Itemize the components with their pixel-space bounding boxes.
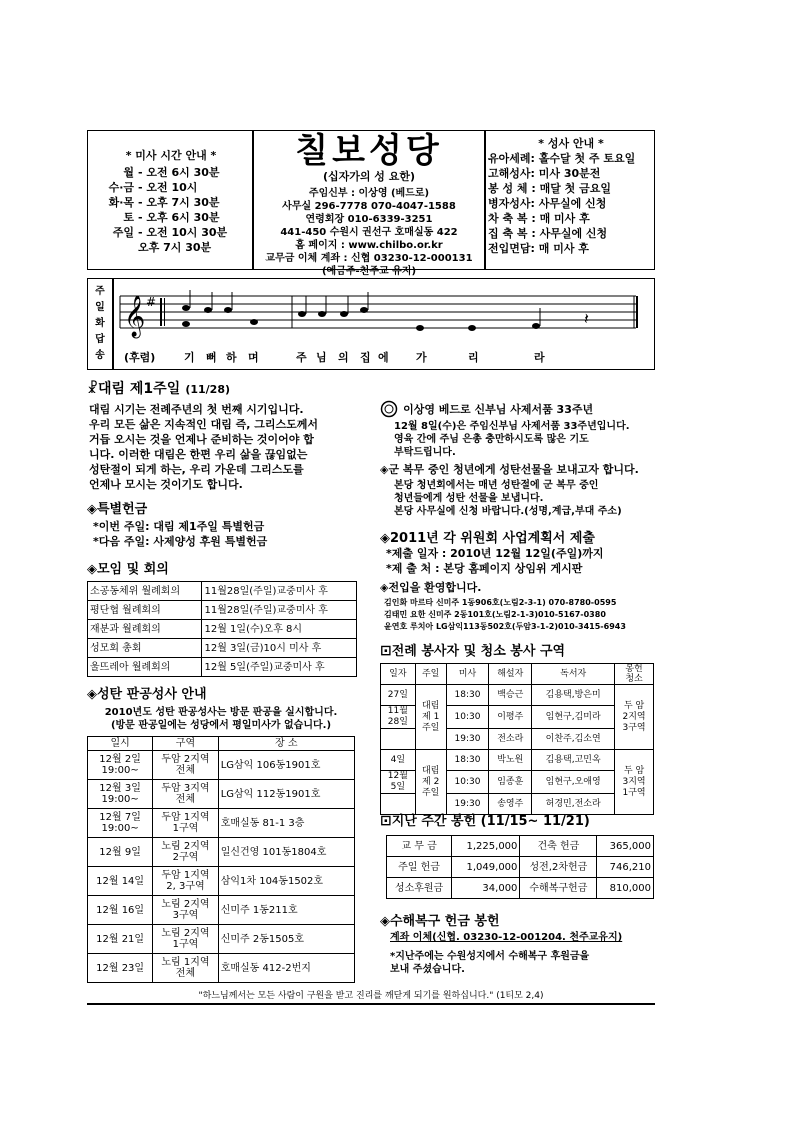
sacrament-title: * 성사 안내 *	[538, 137, 604, 150]
offering-cell: 주일 헌금	[387, 857, 452, 878]
flood-line: *지난주에는 수원성지에서 수해복구 후원금을	[390, 951, 590, 962]
special-line: *이번 주일: 대림 제1주일 특별헌금	[93, 520, 265, 533]
service-cell: 4일	[381, 750, 416, 771]
sacrament-info	[488, 136, 654, 256]
confession-cell: 노림 2지역 2구역	[153, 838, 218, 867]
confession-line: (방문 판공일에는 성당에서 평일미사가 없습니다.)	[110, 720, 332, 731]
mass-row	[92, 195, 250, 210]
psalm-lyrics	[116, 350, 652, 366]
special-offering	[87, 498, 375, 549]
table-row	[88, 838, 355, 867]
mass-time: - 오후 7시 30분	[138, 196, 220, 209]
confession-cell: 일신건영 101동1804호	[218, 838, 354, 867]
confession-cell: 호매실동 412-2번지	[218, 954, 354, 983]
offering-cell: 1,225,000	[452, 836, 520, 857]
psalm-lyric: 에	[378, 351, 389, 364]
confession-cell: 두암 1지역 2, 3구역	[153, 867, 218, 896]
psalm-side-char: 주	[95, 286, 105, 297]
service-cell: 두 암 3지역 1구역	[615, 750, 654, 815]
flood-title: ◈수해복구 헌금 봉헌	[380, 914, 500, 929]
advent-line: 성탄절이 되게 하는, 우리 가운데 그리스도를	[89, 463, 304, 476]
psalm-lyric: 며	[248, 351, 259, 364]
advent-icon: ☧	[87, 381, 98, 397]
offering-section	[380, 810, 656, 899]
meeting-cell: 12월 5일(주일)교중미사 후	[202, 658, 357, 677]
confession-cell: LG삼익 112동1901호	[218, 780, 354, 809]
psalm-staff	[116, 284, 652, 344]
service-icon: ⊡	[380, 643, 392, 659]
meeting-cell: 성모회 총회	[88, 639, 202, 658]
military-lines	[380, 479, 656, 518]
special-lines	[87, 519, 375, 549]
meetings-title: ◈모임 및 회의	[87, 562, 169, 577]
treble-clef-icon: 𝄞	[124, 296, 146, 337]
church-info	[254, 133, 484, 278]
confession-cell: 노림 2지역 3구역	[153, 896, 218, 925]
advent-body	[87, 402, 375, 492]
table-row	[387, 857, 654, 878]
meeting-cell: 재분과 월례회의	[88, 620, 202, 639]
advent-line: 대림 시기는 전례주년의 첫 번째 시기입니다.	[89, 403, 304, 416]
service-header: 미사	[446, 664, 489, 685]
plan-line: *제 출 처 : 본당 홈페이지 상임위 게시판	[386, 562, 583, 575]
mass-row	[92, 165, 250, 180]
confession-cell: 12월 7일 19:00~	[88, 809, 153, 838]
service-cell: 임현구,김미라	[532, 706, 615, 729]
service-cell: 10:30	[446, 771, 489, 794]
confession-cell: 12월 21일	[88, 925, 153, 954]
advent-line: 거듭 오시는 것을 언제나 준비하는 것이어야 합	[89, 433, 314, 446]
table-row	[88, 780, 355, 809]
mass-time: - 오전 6시 30분	[138, 166, 220, 179]
anniversary-lines	[380, 420, 656, 459]
church-line: (예금주-천주교 유지)	[321, 266, 417, 277]
psalm-lyric: (후렴)	[124, 351, 156, 364]
psalm-lyric: 라	[534, 351, 545, 364]
church-line: 441-450 수원시 권선구 호매실동 422	[280, 227, 458, 238]
mass-row	[92, 225, 250, 240]
mass-row	[92, 180, 250, 195]
service-cell: 대림 제 1 주일	[415, 685, 446, 750]
mass-day: 주일	[112, 226, 134, 239]
meeting-cell: 소공동체위 월례회의	[88, 582, 202, 601]
special-line: *다음 주일: 사제양성 후원 특별헌금	[93, 535, 268, 548]
anniversary-line: 12월 8일(수)은 주임신부님 사제서품 33주년입니다.	[394, 420, 630, 432]
church-line: 주임신부 : 이상영 (베드로)	[308, 188, 430, 199]
service-cell: 19:30	[446, 794, 489, 815]
military-title: ◈군 복무 중인 청년에게 성탄선물을 보내고자 합니다.	[380, 463, 639, 476]
service-cell: 임종훈	[489, 771, 532, 794]
seal-icon	[380, 400, 398, 418]
meeting-cell: 12월 1일(수)오후 8시	[202, 620, 357, 639]
psalm-lyric: 기	[184, 351, 195, 364]
service-cell: 박노원	[489, 750, 532, 771]
table-row	[387, 878, 654, 899]
confession-cell: 두암 2지역 전체	[153, 751, 218, 780]
psalm-lyric: 님	[316, 351, 327, 364]
welcome-lines	[380, 597, 656, 633]
service-header: 일자	[381, 664, 416, 685]
advent-section	[87, 378, 375, 492]
sacrament-line: 고해성사: 미사 30분전	[488, 167, 601, 180]
confession-cell: 삼익1차 104동1502호	[218, 867, 354, 896]
mass-day: 토	[123, 211, 134, 224]
psalm-lyric: 하	[226, 351, 237, 364]
welcome-line: 윤연호 루치아 LG삼익113동502호(두암3-1-2)010-3415-6943	[384, 622, 626, 631]
advent-line: 언제나 모시는 것이기도 합니다.	[89, 478, 243, 491]
service-cell: 임현구,오애영	[532, 771, 615, 794]
plan-section	[380, 527, 656, 576]
service-cell: 이평주	[489, 706, 532, 729]
confession-cell: 노림 2지역 1구역	[153, 925, 218, 954]
table-row	[88, 954, 355, 983]
offering-cell: 수해복구헌금	[520, 878, 597, 899]
mass-time: 오후 7시 30분	[138, 241, 212, 254]
confession-cell: 노림 1지역 전체	[153, 954, 218, 983]
church-line: 교무금 이체 계좌 : 신협 03230-12-000131	[265, 253, 473, 264]
confession-cell: 12월 3일 19:00~	[88, 780, 153, 809]
mass-day: 화·목	[108, 196, 134, 209]
sacrament-line: 병자성사: 사무실에 신청	[488, 197, 607, 210]
mass-title: * 미사 시간 안내 *	[125, 149, 217, 162]
offering-cell: 성전,2차헌금	[520, 857, 597, 878]
service-header: 독서자	[532, 664, 615, 685]
psalm-lyric: 뻐	[206, 351, 217, 364]
mass-time: - 오전 10시	[138, 181, 198, 194]
meetings-section	[87, 558, 377, 677]
advent-line: 니다. 이러한 대림은 한편 우리 삶을 끊임없는	[89, 448, 308, 461]
table-row	[88, 925, 355, 954]
service-cell: 10:30	[446, 706, 489, 729]
flood-section	[380, 910, 656, 976]
confession-cell: 12월 9일	[88, 838, 153, 867]
confession-cell: 호매실동 81-1 3층	[218, 809, 354, 838]
offering-cell: 365,000	[597, 836, 654, 857]
welcome-line: 김인화 마르타 신미주 1동906호(노림2-3-1) 070-8780-0595	[384, 598, 617, 607]
footer-rule	[87, 1003, 655, 1005]
header-divider-right	[484, 131, 486, 269]
offering-cell: 746,210	[597, 857, 654, 878]
service-cell: 김용택,고민옥	[532, 750, 615, 771]
confession-header: 장 소	[218, 737, 354, 751]
confession-cell: 두암 1지역 1구역	[153, 809, 218, 838]
confession-title: ◈성탄 판공성사 안내	[87, 687, 207, 702]
anniversary-line: 영육 간에 주님 은총 충만하시도록 많은 기도	[394, 433, 589, 445]
flood-line: 보내 주셨습니다.	[390, 964, 465, 975]
table-row	[88, 896, 355, 925]
table-row	[381, 750, 654, 771]
military-line: 청년들에게 성탄 선물을 보냅니다.	[394, 493, 544, 504]
offering-table	[386, 835, 654, 899]
svg-text:#: #	[146, 295, 157, 309]
welcome-line: 김태민 요한 신미주 2동101호(노림2-1-3)010-5167-0380	[384, 610, 606, 619]
offering-cell: 34,000	[452, 878, 520, 899]
footer-quote: "하느님께서는 모든 사람이 구원을 받고 진리를 깨닫게 되기를 원하십니다." (1티모 2,4)	[198, 991, 544, 1001]
sacrament-line: 집 축 복 : 사무실에 신청	[488, 227, 608, 240]
table-row	[88, 601, 357, 620]
service-cell: 전소라	[489, 729, 532, 750]
table-row	[88, 658, 357, 677]
table-row	[381, 685, 654, 706]
mass-row	[92, 240, 250, 255]
flood-lines	[380, 950, 656, 976]
service-cell: 대림 제 2 주일	[415, 750, 446, 815]
plan-line: *제출 일자 : 2010년 12월 12일(주일)까지	[386, 547, 604, 560]
confession-cell: 신미주 1동211호	[218, 896, 354, 925]
church-line: 홈 페이지 : www.chilbo.or.kr	[295, 240, 443, 251]
psalm-lyric: 리	[468, 351, 479, 364]
service-cell	[381, 729, 416, 750]
offering-icon: ⊡	[380, 813, 392, 829]
table-row	[88, 639, 357, 658]
confession-table	[87, 736, 355, 983]
anniversary-line: 부탁드립니다.	[394, 446, 456, 458]
service-cell: 27일	[381, 685, 416, 706]
table-header	[88, 737, 355, 751]
table-row	[88, 751, 355, 780]
anniversary-section	[380, 398, 656, 459]
psalm-side-char: 송	[95, 350, 105, 361]
confession-cell: 12월 14일	[88, 867, 153, 896]
service-cell: 송영주	[489, 794, 532, 815]
military-section	[380, 462, 656, 518]
mass-schedule	[92, 148, 250, 255]
church-lines	[254, 187, 484, 278]
sacrament-line: 전입면담: 매 미사 후	[488, 242, 589, 255]
plan-lines	[380, 546, 656, 576]
psalm-side-char: 화	[95, 318, 105, 329]
anniversary-title: 이상영 베드로 신부님 사제서품 33주년	[403, 403, 594, 416]
meeting-cell: 11월28일(주일)교중미사 후	[202, 582, 357, 601]
service-cell: 이찬주,김소연	[532, 729, 615, 750]
meeting-cell: 평단협 월례회의	[88, 601, 202, 620]
confession-cell: 두암 3지역 전체	[153, 780, 218, 809]
confession-line: 2010년도 성탄 판공성사는 방문 판공을 실시합니다.	[104, 707, 338, 718]
special-title: ◈특별헌금	[87, 502, 148, 517]
flood-account: 계좌 이체(신협. 03230-12-001204. 천주교유지)	[390, 932, 623, 943]
confession-header: 구역	[153, 737, 218, 751]
table-row	[88, 809, 355, 838]
service-cell: 11월 28일	[381, 706, 416, 729]
psalm-lyric: 주	[296, 351, 307, 364]
service-cell: 김용택,방은미	[532, 685, 615, 706]
offering-cell: 1,049,000	[452, 857, 520, 878]
service-cell: 두 암 2지역 3구역	[615, 685, 654, 750]
svg-text:𝄽: 𝄽	[584, 309, 589, 328]
service-header: 주일	[415, 664, 446, 685]
mass-day: 수·금	[108, 181, 134, 194]
service-cell: 18:30	[446, 750, 489, 771]
psalm-side-char: 답	[95, 334, 105, 345]
sacrament-lines	[488, 151, 654, 256]
service-cell: 18:30	[446, 685, 489, 706]
church-subtitle: (십자가의 성 요한)	[322, 170, 416, 183]
plan-title: ◈2011년 각 위원회 사업계획서 제출	[380, 531, 595, 546]
confession-cell: 신미주 2동1505호	[218, 925, 354, 954]
sacrament-line: 유아세례: 홀수달 첫 주 토요일	[488, 152, 636, 165]
confession-lines	[87, 706, 355, 732]
service-cell: 허경민,전소라	[532, 794, 615, 815]
offering-cell: 교 무 금	[387, 836, 452, 857]
mass-day	[92, 240, 138, 255]
service-section	[380, 640, 656, 815]
meeting-cell: 11월28일(주일)교중미사 후	[202, 601, 357, 620]
mass-time: - 오후 6시 30분	[138, 211, 220, 224]
confession-cell: 12월 2일 19:00~	[88, 751, 153, 780]
psalm-lyric: 의	[338, 351, 349, 364]
service-cell: 백승근	[489, 685, 532, 706]
psalm-side-label	[90, 284, 110, 364]
meeting-cell: 12월 3일(금)10시 미사 후	[202, 639, 357, 658]
mass-time: - 오전 10시 30분	[138, 226, 228, 239]
meetings-table	[87, 581, 357, 677]
offering-cell: 성소후원금	[387, 878, 452, 899]
church-line: 사무실 296-7778 070-4047-1588	[282, 201, 456, 212]
meeting-cell: 울뜨레아 월례회의	[88, 658, 202, 677]
service-table	[380, 663, 654, 815]
advent-date: (11/28)	[185, 383, 231, 396]
service-cell: 19:30	[446, 729, 489, 750]
psalm-lyric: 집	[360, 351, 371, 364]
church-name: 칠보성당	[295, 131, 443, 171]
confession-section	[87, 683, 377, 983]
welcome-title: ◈전입을 환영합니다.	[380, 581, 482, 594]
mass-day: 월	[123, 166, 134, 179]
welcome-section	[380, 580, 656, 633]
church-line: 연령회장 010-6339-3251	[305, 214, 433, 225]
military-line: 본당 사무실에 신청 바랍니다.(성명,계급,부대 주소)	[394, 506, 622, 517]
psalm-divider	[112, 279, 114, 369]
offering-title: 지난 주간 봉헌 (11/15~ 11/21)	[391, 814, 590, 829]
table-row	[88, 582, 357, 601]
advent-title: 대림 제1주일	[97, 381, 181, 397]
confession-cell: 12월 16일	[88, 896, 153, 925]
offering-cell: 810,000	[597, 878, 654, 899]
offering-cell: 건축 헌금	[520, 836, 597, 857]
confession-cell: 12월 23일	[88, 954, 153, 983]
service-header: 해설자	[489, 664, 532, 685]
sacrament-line: 차 축 복 : 매 미사 후	[488, 212, 590, 225]
advent-line: 우리 모든 삶은 지속적인 대림 즉, 그리스도께서	[89, 418, 319, 431]
psalm-lyric: 가	[416, 351, 427, 364]
table-row	[387, 836, 654, 857]
military-line: 본당 청년회에서는 매년 성탄절에 군 복무 중인	[394, 480, 599, 491]
service-title: 전례 봉사자 및 청소 봉사 구역	[391, 644, 566, 659]
service-header: 봉헌 청소	[615, 664, 654, 685]
psalm-side-char: 일	[95, 302, 105, 313]
mass-row	[92, 210, 250, 225]
table-header	[381, 664, 654, 685]
table-row	[88, 620, 357, 639]
table-row	[88, 867, 355, 896]
confession-cell: LG삼익 106동1901호	[218, 751, 354, 780]
service-cell: 12월 5일	[381, 771, 416, 794]
mass-rows	[92, 165, 250, 255]
sacrament-line: 봉 성 체 : 매달 첫 금요일	[488, 182, 612, 195]
confession-header: 일시	[88, 737, 153, 751]
